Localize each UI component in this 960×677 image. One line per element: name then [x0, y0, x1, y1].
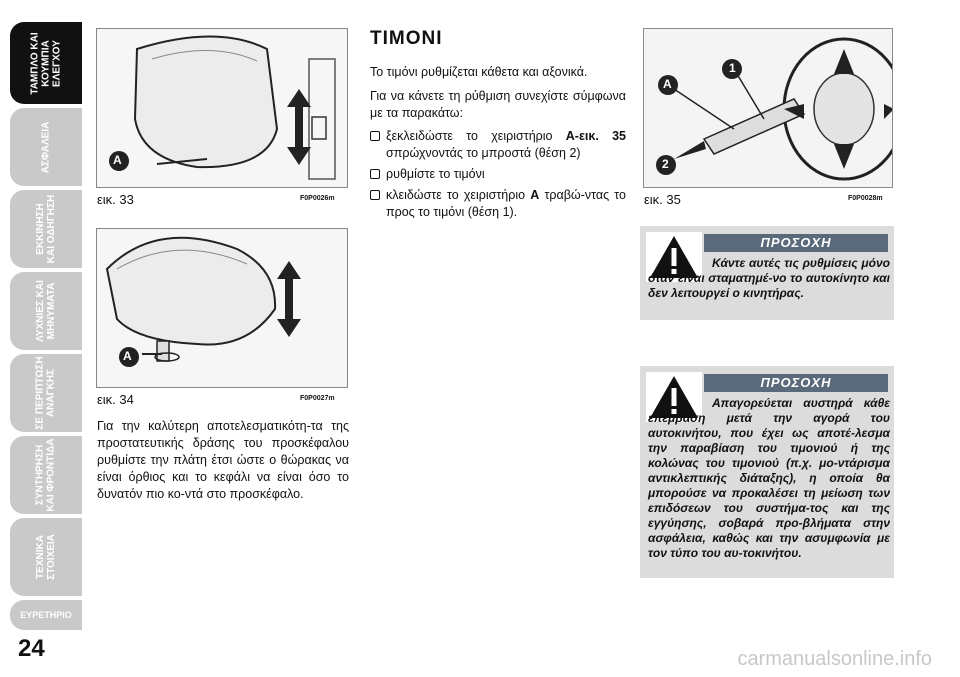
tab-label: ΣΕ ΠΕΡΙΠΤΩΣΗ ΑΝΑΓΚΗΣ — [35, 356, 57, 430]
step-text: ρυθμίστε το τιμόνι — [386, 167, 485, 181]
step-reference: Α — [530, 188, 540, 202]
tab-lights-messages[interactable] — [10, 272, 82, 350]
step-text: σπρώχνοντάς το μπροστά (θέση 2) — [386, 146, 581, 160]
tab-label: ΕΥΡΕΤΗΡΙΟ — [20, 609, 72, 620]
warning-header: ΠΡΟΣΟΧΗ — [704, 234, 888, 252]
warning-header: ΠΡΟΣΟΧΗ — [704, 374, 888, 392]
marker-a: A — [113, 153, 122, 167]
tab-technical-data[interactable] — [10, 518, 82, 596]
steering-illustration — [644, 29, 893, 188]
marker-a: A — [123, 349, 132, 363]
tab-maintenance[interactable] — [10, 436, 82, 514]
tab-emergency[interactable] — [10, 354, 82, 432]
headrest-paragraph: Για την καλύτερη αποτελεσματικότη-τα της προστατευτικής δράσης του προσκέφαλου ρυθμίστε την πλάτη έτσι ώστε ο θώρακας να είναι όρθιος και το κεφάλι να είναι όσο το δυνατόν πιο κο-ντά στο προσκέφαλο. — [97, 419, 349, 501]
warning-text: Απαγορεύεται αυστηρά κάθε επέμβαση μετά την αγορά του αυτοκινήτου, που έχει ως αποτέ-λεσμα την παραβίαση του τιμονιού ή της κολώνας του τιμονιού (π.χ. μο-ντάρισμα αντικλεπτικής διάταξης), η οποία θα μπορούσε να προκαλέσει τη μείωση των επιδόσεων του συστήμα-τος και της εγγύησης, σοβαρά προ-βλήματα στην ασφάλεια, καθώς και την ασυμφωνία με τον τύπο του αυ-τοκινήτου. — [648, 396, 890, 560]
steering-intro-1: Το τιμόνι ρυθμίζεται κάθετα και αξονικά. — [370, 65, 588, 79]
tab-label: ΤΑΜΠΛΟ ΚΑΙ ΚΟΥΜΠΙΑ ΕΛΕΓΧΟΥ — [29, 31, 63, 95]
tab-label: ΣΥΝΤΗΡΗΣΗ ΚΑΙ ΦΡΟΝΤΙΔΑ — [35, 438, 57, 512]
figure-code: F0P0026m — [300, 195, 335, 202]
headrest-illustration — [97, 29, 348, 188]
tab-dashboard-controls[interactable] — [10, 22, 82, 104]
warning-box — [640, 366, 894, 578]
headrest-illustration — [97, 229, 348, 388]
figure-33-headrest — [96, 28, 348, 188]
tab-index[interactable] — [10, 600, 82, 630]
tab-label: ΑΣΦΑΛΕΙΑ — [40, 121, 52, 173]
checkbox-bullet-icon — [370, 131, 380, 141]
figure-35-steering — [643, 28, 893, 188]
steering-intro-2: Για να κάνετε τη ρύθμιση συνεχίστε σύμφωνα με τα παρακάτω: — [370, 89, 626, 120]
step-text: τραβώ-ντας το προς το τιμόνι (θέση 1). — [386, 188, 626, 219]
step-text: κλειδώστε το χειριστήριο — [386, 188, 531, 202]
watermark: carmanualsonline.info — [737, 648, 932, 670]
tab-label: ΕΚΚΙΝΗΣΗ ΚΑΙ ΟΔΗΓΗΣΗ — [35, 194, 57, 264]
chapter-sidebar — [0, 0, 82, 677]
marker-2: 2 — [662, 157, 669, 171]
section-title: ΤΙΜΟΝΙ — [370, 28, 443, 49]
marker-1: 1 — [729, 61, 736, 75]
tab-label: ΛΥΧΝΙΕΣ ΚΑΙ ΜΗΝΥΜΑΤΑ — [35, 280, 57, 342]
figure-code: F0P0027m — [300, 395, 335, 402]
page-number: 24 — [18, 635, 45, 662]
steering-steps-list — [370, 128, 626, 225]
step-text: ξεκλειδώστε το χειριστήριο — [386, 129, 566, 143]
list-item — [370, 166, 626, 183]
tab-label: ΤΕΧΝΙΚΑ ΣΤΟΙΧΕΙΑ — [35, 534, 57, 580]
checkbox-bullet-icon — [370, 169, 380, 179]
figure-code: F0P0028m — [848, 195, 883, 202]
list-item — [370, 128, 626, 162]
step-reference: Α-εικ. 35 — [565, 129, 626, 143]
figure-34-headrest — [96, 228, 348, 388]
figure-caption: εικ. 33 — [97, 192, 134, 207]
marker-a: A — [663, 77, 672, 91]
tab-safety[interactable] — [10, 108, 82, 186]
warning-box — [640, 226, 894, 320]
figure-caption: εικ. 35 — [644, 192, 681, 207]
list-item — [370, 187, 626, 221]
tab-starting-driving[interactable] — [10, 190, 82, 268]
checkbox-bullet-icon — [370, 190, 380, 200]
warning-text: Κάντε αυτές τις ρυθμίσεις μόνο όταν είναι σταματημέ-νο το αυτοκίνητο και δεν λειτουργεί ο κινητήρας. — [648, 256, 890, 300]
figure-caption: εικ. 34 — [97, 392, 134, 407]
